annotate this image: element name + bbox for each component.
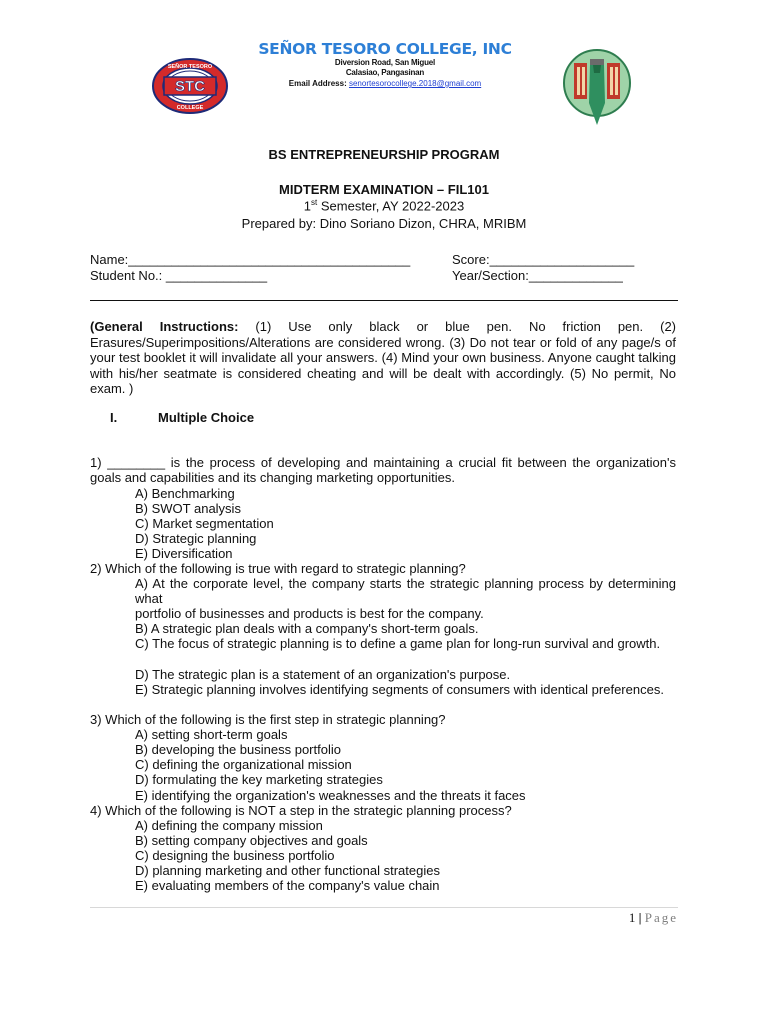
q4-option-b[interactable]: B) setting company objectives and goals [135, 833, 368, 848]
q3-option-a[interactable]: A) setting short-term goals [135, 727, 288, 742]
section-title: Multiple Choice [158, 410, 255, 425]
header-divider [90, 300, 678, 301]
q2-option-e[interactable]: E) Strategic planning involves identifying segments of consumers with identical preferences. [135, 682, 664, 697]
page-separator: | [635, 910, 645, 925]
question-1-stem: 1) ________ is the process of developing and maintaining a crucial fit between the organization's goals and capabilities and its changing marketing opportunities. [90, 455, 676, 486]
q4-option-c[interactable]: C) designing the business portfolio [135, 848, 335, 863]
email-label: Email Address: [288, 79, 347, 88]
q4-option-e[interactable]: E) evaluating members of the company's value chain [135, 878, 440, 893]
semester-text: Semester, AY 2022-2023 [317, 198, 465, 214]
address-line-2: Calasiao, Pangasinan [345, 68, 425, 77]
logo-initials: STC [175, 78, 205, 95]
score-field[interactable]: Score:____________________ [452, 252, 635, 267]
page-footer [629, 910, 678, 926]
q3-option-d[interactable]: D) formulating the key marketing strategies [135, 772, 383, 787]
q2-option-a[interactable]: A) At the corporate level, the company starts the strategic planning process by determining what [135, 576, 676, 607]
q4-option-d[interactable]: D) planning marketing and other functional strategies [135, 863, 440, 878]
semester-number: 1 [303, 198, 312, 214]
semester-line [0, 198, 768, 213]
year-section-field[interactable]: Year/Section:_____________ [452, 268, 623, 283]
q1-option-d[interactable]: D) Strategic planning [135, 531, 257, 546]
q2-option-a-continued: portfolio of businesses and products is best for the company. [135, 606, 484, 621]
general-instructions [90, 319, 676, 397]
q2-option-b[interactable]: B) A strategic plan deals with a company's short-term goals. [135, 621, 479, 636]
logo-ring-top-text: SEÑOR TESORO [167, 64, 213, 70]
page-label: Page [644, 910, 678, 925]
q1-option-c[interactable]: C) Market segmentation [135, 516, 274, 531]
logo-ring-bottom-text: COLLEGE [176, 105, 204, 111]
q3-option-e[interactable]: E) identifying the organization's weaknesses and the threats it faces [135, 788, 526, 803]
q2-option-c[interactable]: C) The focus of strategic planning is to define a game plan for long-run survival and growth. [135, 636, 661, 651]
email-link[interactable]: senortesorocollege.2018@gmail.com [348, 79, 482, 88]
exam-title: MIDTERM EXAMINATION – FIL101 [279, 182, 489, 197]
question-3-stem: 3) Which of the following is the first step in strategic planning? [90, 712, 446, 727]
email-line [240, 78, 530, 89]
program-title: BS ENTREPRENEURSHIP PROGRAM [268, 147, 500, 162]
section-number: I. [110, 410, 118, 425]
q2-option-d[interactable]: D) The strategic plan is a statement of an organization's purpose. [135, 667, 511, 682]
question-4-stem: 4) Which of the following is NOT a step in the strategic planning process? [90, 803, 512, 818]
page-number: 1 [628, 910, 636, 925]
q4-option-a[interactable]: A) defining the company mission [135, 818, 323, 833]
college-header [240, 40, 530, 89]
q1-option-a[interactable]: A) Benchmarking [135, 486, 235, 501]
q1-option-b[interactable]: B) SWOT analysis [135, 501, 241, 516]
prepared-by: Prepared by: Dino Soriano Dizon, CHRA, MRIBM [241, 216, 527, 231]
q3-option-b[interactable]: B) developing the business portfolio [135, 742, 341, 757]
instructions-label: (General Instructions: [90, 319, 239, 334]
student-no-field[interactable]: Student No.: ______________ [90, 268, 268, 283]
address-line-1: Diversion Road, San Miguel [334, 58, 436, 67]
instructions-text: (1) Use only black or blue pen. No friction pen. (2) Erasures/Superimpositions/Alterations are considered wrong. (3) Do not tear or fold of any page/s of your test booklet it will invalidate all your answers. (4) Mind your own business. Anyone caught talking with his/her seatmate is considered cheating and will be dealt with accordingly. (5) No permit, No exam. ) [90, 319, 677, 396]
semester-ordinal: st [311, 198, 318, 207]
college-seal-logo [150, 57, 230, 115]
question-2-stem: 2) Which of the following is true with regard to strategic planning? [90, 561, 466, 576]
college-name: SEÑOR TESORO COLLEGE, INC [258, 40, 512, 58]
footer-divider [90, 907, 678, 908]
program-emblem-logo [557, 47, 637, 127]
name-field[interactable]: Name:_______________________________________ [90, 252, 411, 267]
q3-option-c[interactable]: C) defining the organizational mission [135, 757, 352, 772]
q1-option-e[interactable]: E) Diversification [135, 546, 233, 561]
